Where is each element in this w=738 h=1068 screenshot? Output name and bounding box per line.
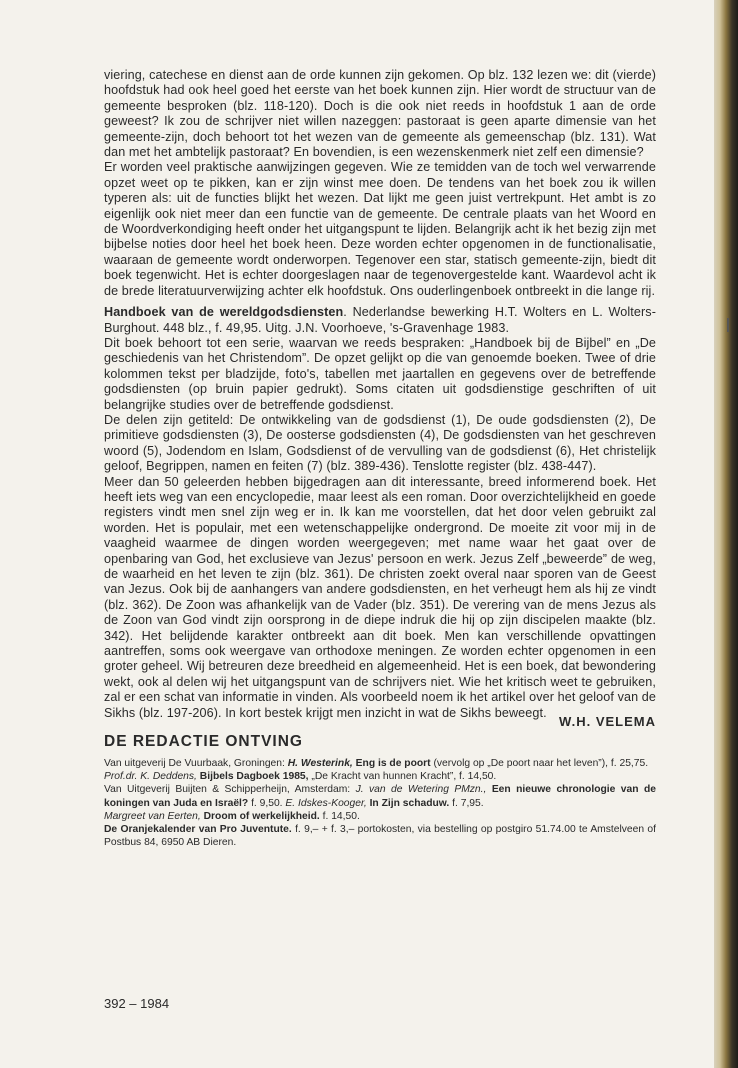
- entry-details: „De Kracht van hunnen Kracht”, f. 14,50.: [308, 771, 497, 783]
- book-title: Een nieuwe chronologie van de koningen van Juda en Israël?: [104, 784, 656, 809]
- scan-mark: [727, 318, 729, 332]
- review-signature: W.H. VELEMA: [559, 714, 656, 730]
- received-entry-oranjekalender: [104, 823, 656, 849]
- author: H. Westerink,: [287, 758, 353, 770]
- entry-details: f. 7,95.: [449, 797, 484, 809]
- publisher: Van Uitgeverij Buijten & Schipperheijn, Amsterdam:: [104, 784, 356, 796]
- page-content: [104, 68, 656, 849]
- review2-book-title: Handboek van de wereldgodsdiensten: [104, 305, 344, 320]
- scanned-binding-edge: [714, 0, 738, 1068]
- entry-details: f. 9,– + f. 3,– portokosten, via bestelling op postgiro 51.74.00 te Amstelveen of Postbus 84, 6950 AB Dieren.: [104, 824, 657, 849]
- book-title: Bijbels Dagboek 1985,: [196, 771, 309, 783]
- entry-details: f. 14,50.: [319, 810, 360, 822]
- review2-paragraph-2: De delen zijn getiteld: De ontwikkeling van de godsdienst (1), De oude godsdiensten (2), De primitieve godsdiensten (3), De oosterse godsdiensten (4), De godsdiensten van het geschreven woord (5), Jodendom en Islam, Godsdienst of de vervulling van de godsdienst (6), Het christelijk geloof, Begrippen, namen en feiten (7) (blz. 389-436). Tenslotte register (blz. 438-447).: [104, 412, 656, 474]
- publisher: Van uitgeverij De Vuurbaak, Groningen:: [104, 758, 288, 770]
- review2-heading-paragraph: [104, 305, 656, 336]
- author: E. Idskes-Kooger,: [282, 797, 367, 809]
- review1-paragraph-1: viering, catechese en dienst aan de orde kunnen zijn gekomen. Op blz. 132 lezen we: dit (vierde) hoofdstuk had ook heel goed het eerste van het boek kunnen zijn. Hier wordt de structuur van de gemeente besproken (blz. 118-120). Doch is die ook niet reeds in hoofdstuk 1 aan de orde geweest? Ik zou de schrijver niet willen nazeggen: pastoraat is geen aparte dimensie van het gemeente-zijn, doch behoort tot het wezen van de gemeente als gemeenschap (blz. 131). Wat dan met het ambtelijk pastoraat? En bovendien, is een wezenskenmerk niet zelf een dimensie?: [104, 68, 656, 160]
- book-title: De Oranjekalender van Pro Juventute.: [104, 824, 292, 836]
- review1-paragraph-2: Er worden veel praktische aanwijzingen gegeven. Wie ze temidden van de toch wel verwarrende opzet weet op te pikken, kan er zijn winst mee doen. De tendens van het boek zou ik willen typeren als: uit de functies blijkt het wezen. Dat lijkt me geen juist vertrekpunt. Het ambt is zo eigenlijk ook niet meer dan een functie van de gemeente. De centrale plaats van het Woord en de Woordverkondiging heeft onder het uitgangspunt te lijden. Belangrijk acht ik het bezig zijn met bijbelse noties door heel het boek heen. Deze worden echter opgenomen in de functionalisatie, waaraan de gemeente wordt onderworpen. Tegenover een star, statisch gemeente-zijn, biedt dit boek tegenwicht. Het is echter doorgeslagen naar de tegenovergestelde kant. Waardevol acht ik de brede literatuurverwijzing achter elk hoofdstuk. Ons ouderlingenboek ontbreekt in die lange rij.: [104, 160, 656, 298]
- book-title: Eng is de poort: [352, 758, 431, 770]
- received-section-heading: DE REDACTIE ONTVING: [104, 733, 303, 751]
- page-number: 392 – 1984: [104, 996, 170, 1011]
- author: Margreet van Eerten,: [104, 810, 201, 822]
- author: J. van de Wetering PMzn.,: [355, 784, 487, 796]
- received-entry-vuurbaak-2: [104, 770, 656, 783]
- entry-details: f. 9,50.: [248, 797, 283, 809]
- book-title: Droom of werkelijkheid.: [200, 810, 320, 822]
- entry-details: (vervolg op „De poort naar het leven”), f. 25,75.: [430, 758, 649, 770]
- book-title: In Zijn schaduw.: [366, 797, 450, 809]
- author: Prof.dr. K. Deddens,: [104, 771, 197, 783]
- received-entry-vuurbaak-1: [104, 757, 656, 770]
- review2-paragraph-3: Meer dan 50 geleerden hebben bijgedragen aan dit interessante, breed informerend boek. Het heeft iets weg van een encyclopedie, maar leest als een roman. Door overzichtelijkheid en goede registers vindt men snel zijn weg er in. Ik kan me voorstellen, dat het door velen gebruikt zal worden. Het is populair, met een wetenschappelijke ondergrond. De moeite zit voor mij in de vaagheid waarmee de dingen worden weergegeven; met name waar het gaat over de openbaring van God, het exclusieve van Jezus' persoon en werk. Jezus Zelf „beweerde” de weg, de waarheid en het leven te zijn (blz. 361). De christen zoekt overal naar sporen van de Geest van Jezus. Ook bij de aanhangers van andere godsdiensten, en het verheugt hem als hij ze vindt (blz. 362). De Zoon was afhankelijk van de Vader (blz. 351). De verering van de mens Jezus als de Zoon van God vindt zijn oorsprong in de diepe indruk die hij op zijn discipelen maakte (blz. 342). Het belijdende karakter ontbreekt aan dit boek. Men kan verschillende opvattingen aantreffen, soms ook weergave van orthodoxe meningen. Ze worden echter opgenomen in een groter geheel. Wij betreuren deze breedheid en algemeenheid. Het is een boek, dat bewondering wekt, ook al delen wij het uitgangspunt van de schrijvers niet. Wie het kritisch weet te gebruiken, zal er een schat van informatie in vinden. Als voorbeeld noem ik het artikel over het geloof van de Sikhs (blz. 197-206). In kort bestek krijgt men inzicht in wat de Sikhs beweegt.: [104, 474, 656, 720]
- review2-bibliographic-info: . Nederlandse bewerking H.T. Wolters en L. Wolters-Burghout. 448 blz., f. 49,95. Uitg. J.N. Voorhoeve, 's-Gravenhage 1983.: [104, 305, 656, 335]
- review2-paragraph-1: Dit boek behoort tot een serie, waarvan we reeds bespraken: „Handboek bij de Bijbel” en „De geschiedenis van het Christendom”. De opzet gelijkt op die van genoemde boeken. Twee of drie kolommen tekst per bladzijde, foto's, tabellen met jaartallen en gegevens over de betreffende godsdiensten (op bruin papier gedrukt). Soms citaten uit godsdienstige geschriften of uit belangrijke studies over de betreffende godsdienst.: [104, 335, 656, 412]
- received-entry-buijten: [104, 783, 656, 823]
